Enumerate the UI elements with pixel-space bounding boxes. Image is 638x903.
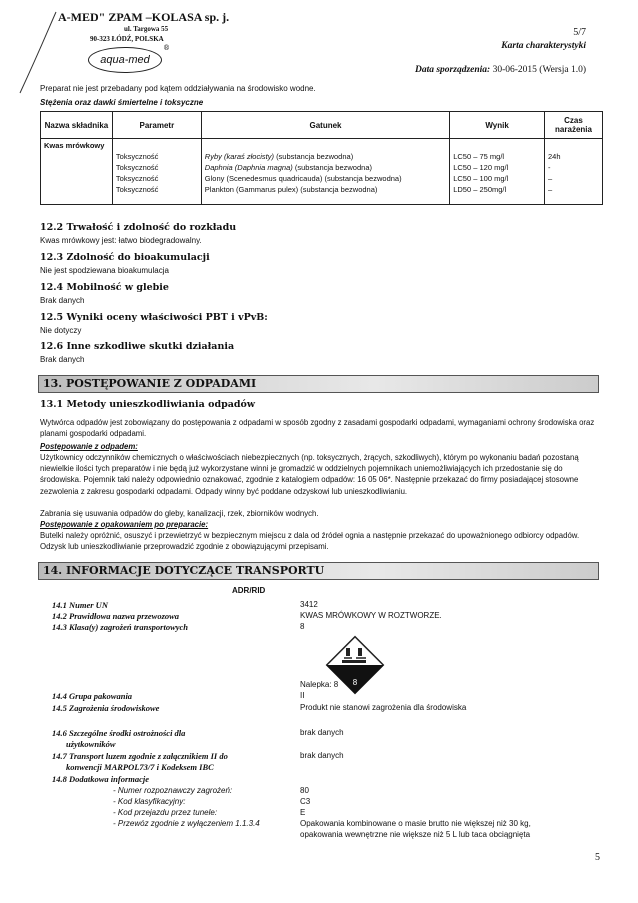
result-cell: LC50 – 120 mg/l xyxy=(450,162,545,173)
time-cell: – xyxy=(545,184,603,205)
transport-label: 14.1 Numer UN xyxy=(52,600,108,610)
transport-value: Produkt nie stanowi zagrożenia dla środowiska xyxy=(300,703,467,712)
species-note: (substancja bezwodna) xyxy=(276,152,354,161)
result-cell: LC50 – 100 mg/l xyxy=(450,173,545,184)
section-14-bar xyxy=(38,562,599,580)
section-13-heading-waste: Postępowanie z odpadem: xyxy=(40,442,138,451)
page-number-footer: 5 xyxy=(595,852,600,863)
adr-rid-label: ADR/RID xyxy=(232,586,266,595)
section-13-p2: Użytkownicy odczynników chemicznych o właściwościach niebezpiecznych (np. toksycznych, żrących, szkodliwych), którym po wykonaniu badań pozostaną niewielkie ilości tych preparatów i nie będą już wykorzystane winni je gromadzić w oddzielnych pojemnikach uniemożliwiających ich przedostanie się do środowiska. Pojemnik taki należy odpowiednio oznakować, zgodnie z katalogiem odpadów: 16 05 06*. Następnie przekazać do firmy posiadającej stosowne zezwolenia z zakresu gospodarki odpadami. Odpady winny być poddane odzyskowi lub unieszkodliwianiu. xyxy=(40,453,579,496)
time-cell: - xyxy=(545,162,603,173)
time-cell: 24h xyxy=(545,151,603,162)
section-13-bar xyxy=(38,375,599,393)
intro-text: Preparat nie jest przebadany pod kątem oddziaływania na środowisko wodne. xyxy=(40,84,316,93)
table-header-row xyxy=(41,112,603,139)
table-row xyxy=(41,173,603,184)
species-note: (substancja bezwodna) xyxy=(294,163,372,172)
transport-label: 14.7 Transport luzem zgodnie z załącznikiem II do xyxy=(52,751,228,761)
extra-info-value: Opakowania kombinowane o masie brutto nie większej niż 30 kg, xyxy=(300,819,531,828)
transport-label: 14.8 Dodatkowa informacje xyxy=(52,774,150,784)
transport-value: 8 xyxy=(300,622,305,631)
document-type: Karta charakterystyki xyxy=(501,41,586,51)
section-13-heading-packaging: Postępowanie z opakowaniem po preparacie: xyxy=(40,520,209,529)
section-13-p1: Wytwórca odpadów jest zobowiązany do postępowania z odpadami w sposób zgodny z zasadami gospodarki odpadami, wymaganiami ochrony środowiska oraz planami gospodarki odpadami. xyxy=(40,418,595,439)
hazard-class-number: 8 xyxy=(352,678,358,687)
toxicity-table xyxy=(40,111,603,205)
section-12-2-text: Kwas mrówkowy jest: łatwo biodegradowalny. xyxy=(40,236,202,245)
company-name: A-MED" ZPAM –KOLASA sp. j. xyxy=(58,10,230,24)
param-cell: Toksyczność xyxy=(112,162,201,173)
transport-value: 3412 xyxy=(300,600,318,609)
param-cell: Toksyczność xyxy=(112,184,201,205)
species-name: Plankton (Gammarus pulex) xyxy=(204,185,299,194)
col-header: Gatunek xyxy=(201,112,449,139)
species-name: Ryby (karaś złocisty) xyxy=(204,152,274,161)
species-note: (substancja bezwodna) xyxy=(300,185,378,194)
margin-stroke xyxy=(18,10,58,95)
transport-label: 14.2 Prawidłowa nazwa przewozowa xyxy=(52,611,180,621)
species-note: (substancja bezwodna) xyxy=(324,174,402,183)
page-number-top: 5/7 xyxy=(573,27,586,38)
section-12-2-title: 12.2 Trwałość i zdolność do rozkładu xyxy=(40,222,237,233)
component-name: Kwas mrówkowy xyxy=(41,139,113,152)
table-row xyxy=(41,162,603,173)
extra-info-value: 80 xyxy=(300,786,309,795)
param-cell: Toksyczność xyxy=(112,173,201,184)
section-12-4-title: 12.4 Mobilność w glebie xyxy=(40,282,169,293)
section-12-5-text: Nie dotyczy xyxy=(40,326,82,335)
extra-info-label: - Kod klasyfikacyjny: xyxy=(113,797,186,806)
label-number: Nalepka: 8 xyxy=(300,680,339,689)
species-name: Daphnia (Daphnia magna) xyxy=(204,163,293,172)
date-label: Data sporządzenia: xyxy=(414,65,491,75)
transport-value: brak danych xyxy=(300,728,344,737)
result-cell: LD50 – 250mg/l xyxy=(450,184,545,205)
transport-label: 14.3 Klasa(y) zagrożeń transportowych xyxy=(52,622,189,632)
extra-info-value: C3 xyxy=(300,797,311,806)
section-12-3-text: Nie jest spodziewana bioakumulacja xyxy=(40,266,169,275)
section-13-p4: Butelki należy opróżnić, osuszyć i przewietrzyć w bezpiecznym miejscu z dala od źródeł ognia a następnie przekazać do upoważnionego odbiorcy odpadów. Odzysk lub unieszkodliwianie przeprowadzić zgodnie z obowiązującymi przepisami. xyxy=(40,531,580,552)
time-cell: – xyxy=(545,173,603,184)
species-cell xyxy=(201,184,449,205)
table-row xyxy=(41,151,603,162)
company-address-city: 90-323 ŁÓDŹ, POLSKA xyxy=(90,35,164,43)
transport-label: 14.5 Zagrożenia środowiskowe xyxy=(52,703,160,713)
extra-info-label: - Przewóz zgodnie z wyłączeniem 1.1.3.4 xyxy=(113,819,260,828)
transport-value: brak danych xyxy=(300,751,344,760)
section-12-5-title: 12.5 Wyniki oceny właściwości PBT i vPvB: xyxy=(40,312,268,323)
col-header: Wynik xyxy=(450,112,545,139)
section-14-title: 14. INFORMACJE DOTYCZĄCE TRANSPORTU xyxy=(43,564,325,577)
col-header: Czas narażenia xyxy=(545,112,603,139)
section-12-3-title: 12.3 Zdolność do bioakumulacji xyxy=(40,252,210,263)
transport-label-cont: konwencji MARPOL73/7 i Kodeksem IBC xyxy=(66,762,214,772)
result-cell: LC50 – 75 mg/l xyxy=(450,151,545,162)
col-header: Parametr xyxy=(112,112,201,139)
section-12-6-title: 12.6 Inne szkodliwe skutki działania xyxy=(40,341,235,352)
section-13-1-title: 13.1 Metody unieszkodliwiania odpadów xyxy=(40,399,256,410)
species-cell xyxy=(201,151,449,162)
transport-label: 14.4 Grupa pakowania xyxy=(52,691,133,701)
company-address-street: ul. Targowa 55 xyxy=(124,25,169,33)
preparation-date xyxy=(415,65,586,75)
transport-value: KWAS MRÓWKOWY W ROZTWORZE. xyxy=(300,611,442,620)
species-name: Glony (Scenedesmus quadricauda) xyxy=(204,174,323,183)
col-header: Nazwa składnika xyxy=(41,112,113,139)
transport-value: II xyxy=(300,691,305,700)
tox-heading: Stężenia oraz dawki śmiertelne i toksyczne xyxy=(40,98,204,107)
section-13-p3: Zabrania się usuwania odpadów do gleby, kanalizacji, rzek, zbiorników wodnych. xyxy=(40,509,319,518)
section-12-4-text: Brak danych xyxy=(40,296,85,305)
species-cell xyxy=(201,162,449,173)
param-cell: Toksyczność xyxy=(112,151,201,162)
extra-info-value: E xyxy=(300,808,306,817)
table-row xyxy=(41,184,603,205)
transport-label-cont: użytkowników xyxy=(66,739,116,749)
extra-info-label: - Kod przejazdu przez tunele: xyxy=(113,808,218,817)
extra-info-label: - Numer rozpoznawczy zagrożeń: xyxy=(113,786,233,795)
extra-info-value-cont: opakowania wewnętrzne nie większe niż 5 L lub taca obciągnięta xyxy=(300,830,531,839)
table-row xyxy=(41,139,603,152)
section-12-6-text: Brak danych xyxy=(40,355,85,364)
section-13-title: 13. POSTĘPOWANIE Z ODPADAMI xyxy=(43,377,257,390)
date-value: 30-06-2015 (Wersja 1.0) xyxy=(492,65,586,75)
aqua-med-logo: aqua-med xyxy=(88,47,162,73)
registered-mark: ® xyxy=(163,44,170,52)
species-cell xyxy=(201,173,449,184)
transport-label: 14.6 Szczególne środki ostrożności dla xyxy=(52,728,186,738)
